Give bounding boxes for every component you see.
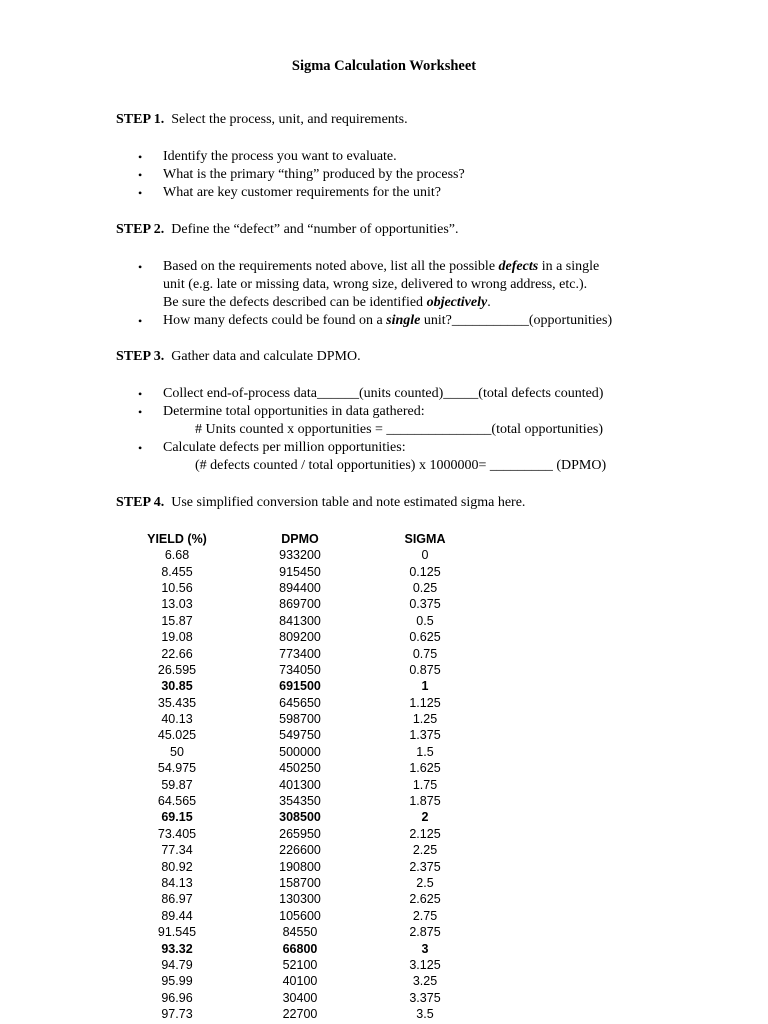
yield-cell: 91.545 [157, 925, 197, 940]
sigma-cell: 1 [421, 679, 429, 694]
dpmo-cell: 598700 [279, 712, 321, 727]
dpmo-cell: 190800 [279, 859, 321, 874]
sigma-cell: 2.375 [409, 859, 441, 874]
table-row [124, 924, 480, 940]
yield-cell: 13.03 [161, 597, 193, 612]
step2-bullet-list [116, 258, 676, 330]
dpmo-cell: 869700 [279, 597, 321, 612]
table-row [124, 957, 480, 973]
sigma-cell: 3.5 [416, 1007, 434, 1022]
sigma-cell: 0.375 [409, 597, 441, 612]
dpmo-cell: 226600 [279, 843, 321, 858]
table-row [124, 596, 480, 612]
step3-label: STEP 3. [116, 349, 165, 364]
yield-cell: 6.68 [164, 548, 190, 563]
sigma-cell: 2.75 [412, 908, 438, 923]
step1-heading [116, 111, 676, 129]
dpmo-cell: 84550 [282, 925, 318, 940]
yield-cell: 64.565 [157, 794, 197, 809]
sigma-cell: 0.5 [416, 613, 434, 628]
dpmo-cell: 773400 [279, 646, 321, 661]
column-header-sigma: SIGMA [404, 531, 446, 546]
yield-cell: 77.34 [161, 843, 193, 858]
step3-bullet-list [116, 385, 676, 475]
sigma-cell: 2.5 [416, 876, 434, 890]
table-row [124, 727, 480, 743]
list-item: • What is the primary “thing” produced by the process? [138, 167, 465, 182]
sigma-cell: 1.25 [412, 712, 438, 727]
table-row [124, 891, 480, 907]
list-item: • Determine total opportunities in data gathered: # Units counted x opportunities = _______________(total opportunities) [138, 404, 604, 437]
dpmo-cell: 450250 [279, 761, 321, 776]
dpmo-cell: 933200 [279, 548, 321, 563]
yield-cell: 73.405 [157, 826, 197, 841]
list-item: • How many defects could be found on a single unit?___________(opportunities) [138, 313, 613, 328]
step3-text: Gather data and calculate DPMO. [171, 349, 361, 364]
list-item: • Collect end-of-process data______(units counted)_____(total defects counted) [138, 386, 604, 401]
dpmo-cell: 52100 [282, 957, 318, 972]
sigma-cell: 2.875 [409, 925, 441, 940]
table-row [124, 580, 480, 596]
sigma-conversion-table [124, 530, 480, 1022]
yield-cell: 94.79 [161, 957, 193, 972]
yield-cell: 96.96 [161, 990, 193, 1005]
dpmo-cell: 30400 [282, 990, 318, 1005]
dpmo-cell: 841300 [279, 613, 321, 628]
table-row [124, 776, 480, 792]
yield-cell: 59.87 [161, 777, 193, 792]
list-item: • Identify the process you want to evaluate. [138, 149, 397, 164]
yield-cell: 19.08 [161, 630, 193, 645]
sigma-cell: 1.625 [409, 761, 441, 776]
dpmo-cell: 645650 [279, 695, 321, 710]
step2-label: STEP 2. [116, 222, 165, 237]
table-row [124, 990, 480, 1006]
yield-cell: 80.92 [161, 859, 193, 874]
bullet-icon: • [138, 260, 143, 274]
dpmo-cell: 549750 [279, 728, 321, 743]
yield-cell: 86.97 [161, 892, 193, 907]
dpmo-cell: 105600 [279, 908, 321, 923]
bullet-icon: • [138, 441, 143, 455]
dpmo-cell: 894400 [279, 580, 321, 595]
yield-cell: 97.73 [161, 1007, 193, 1022]
dpmo-cell: 130300 [279, 892, 321, 907]
sigma-cell: 1.125 [409, 695, 441, 710]
sigma-cell: 0.875 [409, 662, 441, 677]
dpmo-cell: 500000 [279, 744, 321, 759]
yield-cell: 10.56 [161, 580, 193, 595]
sigma-cell: 0.25 [412, 580, 438, 595]
sigma-cell: 3 [421, 941, 429, 956]
yield-cell: 89.44 [161, 908, 193, 923]
yield-cell: 26.595 [157, 662, 197, 677]
sigma-cell: 1.375 [409, 728, 441, 743]
table-row [124, 711, 480, 727]
table-row [124, 793, 480, 809]
step4-text: Use simplified conversion table and note estimated sigma here. [171, 495, 526, 510]
sigma-cell: 0.625 [409, 630, 441, 645]
dpmo-cell: 40100 [282, 974, 318, 989]
yield-cell: 95.99 [161, 974, 193, 989]
yield-cell: 69.15 [161, 810, 193, 825]
column-header-dpmo: DPMO [281, 531, 319, 546]
table-row [124, 858, 480, 874]
sigma-cell: 3.25 [412, 974, 438, 989]
bullet-icon: • [138, 150, 143, 164]
bullet-icon: • [138, 314, 143, 328]
yield-cell: 22.66 [161, 646, 193, 661]
table-row [124, 875, 480, 891]
table-row [124, 613, 480, 629]
sigma-cell: 2 [421, 810, 429, 825]
dpmo-cell: 734050 [279, 662, 321, 677]
sigma-cell: 2.625 [409, 892, 441, 907]
yield-cell: 54.975 [157, 761, 197, 776]
table-row [124, 826, 480, 842]
step1-label: STEP 1. [116, 112, 165, 127]
yield-cell: 8.455 [161, 564, 193, 579]
sigma-cell: 2.25 [412, 843, 438, 858]
table-header-row [124, 530, 480, 547]
step4-heading [116, 494, 676, 512]
yield-cell: 45.025 [157, 728, 197, 743]
yield-cell: 93.32 [161, 941, 193, 956]
dpmo-cell: 401300 [279, 777, 321, 792]
dpmo-cell: 691500 [279, 679, 321, 694]
table-row [124, 547, 480, 563]
table-row [124, 563, 480, 579]
table-row [124, 695, 480, 711]
sigma-cell: 3.125 [409, 957, 441, 972]
table-row [124, 973, 480, 989]
table-row [124, 662, 480, 678]
list-item: • What are key customer requirements for the unit? [138, 185, 441, 200]
yield-cell: 84.13 [161, 876, 193, 890]
page-title: Sigma Calculation Worksheet [291, 58, 477, 74]
list-item: • Based on the requirements noted above, list all the possible defects in a single unit (e.g. late or missing data, wrong size, delivered to wrong address, etc.). Be sure the defects described can be identified objectively. [138, 259, 600, 310]
dpmo-cell: 915450 [279, 564, 321, 579]
bullet-icon: • [138, 168, 143, 182]
table-row [124, 744, 480, 760]
bullet-icon: • [138, 387, 143, 401]
dpmo-cell: 308500 [279, 810, 321, 825]
step1-bullet-list [116, 148, 676, 202]
column-header-yield: YIELD (%) [147, 531, 207, 546]
table-row [124, 809, 480, 825]
table-row [124, 629, 480, 645]
dpmo-cell: 354350 [279, 794, 321, 809]
step3-heading [116, 348, 676, 366]
table-row [124, 678, 480, 694]
dpmo-cell: 22700 [282, 1007, 318, 1022]
sigma-cell: 3.375 [409, 990, 441, 1005]
table-row [124, 940, 480, 956]
dpmo-cell: 265950 [279, 826, 321, 841]
table-row [124, 760, 480, 776]
sigma-cell: 1.75 [412, 777, 438, 792]
table-body [124, 547, 480, 1022]
yield-cell: 35.435 [157, 695, 197, 710]
table-row [124, 842, 480, 858]
yield-cell: 15.87 [161, 613, 193, 628]
bullet-icon: • [138, 186, 143, 200]
step2-heading [116, 221, 676, 239]
sigma-cell: 0 [421, 548, 429, 563]
sigma-cell: 1.875 [409, 794, 441, 809]
dpmo-cell: 66800 [282, 941, 318, 956]
sigma-cell: 1.5 [416, 744, 434, 759]
yield-cell: 40.13 [161, 712, 193, 727]
table-row [124, 1006, 480, 1022]
dpmo-cell: 809200 [279, 630, 321, 645]
step2-text: Define the “defect” and “number of opportunities”. [171, 222, 459, 237]
table-row [124, 645, 480, 661]
table-row [124, 908, 480, 924]
sigma-cell: 0.125 [409, 564, 441, 579]
step4-label: STEP 4. [116, 495, 165, 510]
sigma-cell: 0.75 [412, 646, 438, 661]
dpmo-cell: 158700 [279, 876, 321, 890]
step1-text: Select the process, unit, and requirements. [171, 112, 408, 127]
bullet-icon: • [138, 405, 143, 419]
yield-cell: 30.85 [161, 679, 193, 694]
yield-cell: 50 [170, 744, 184, 759]
list-item: • Calculate defects per million opportunities: (# defects counted / total opportunities) x 1000000= _________ (DPMO) [138, 440, 607, 473]
sigma-cell: 2.125 [409, 826, 441, 841]
